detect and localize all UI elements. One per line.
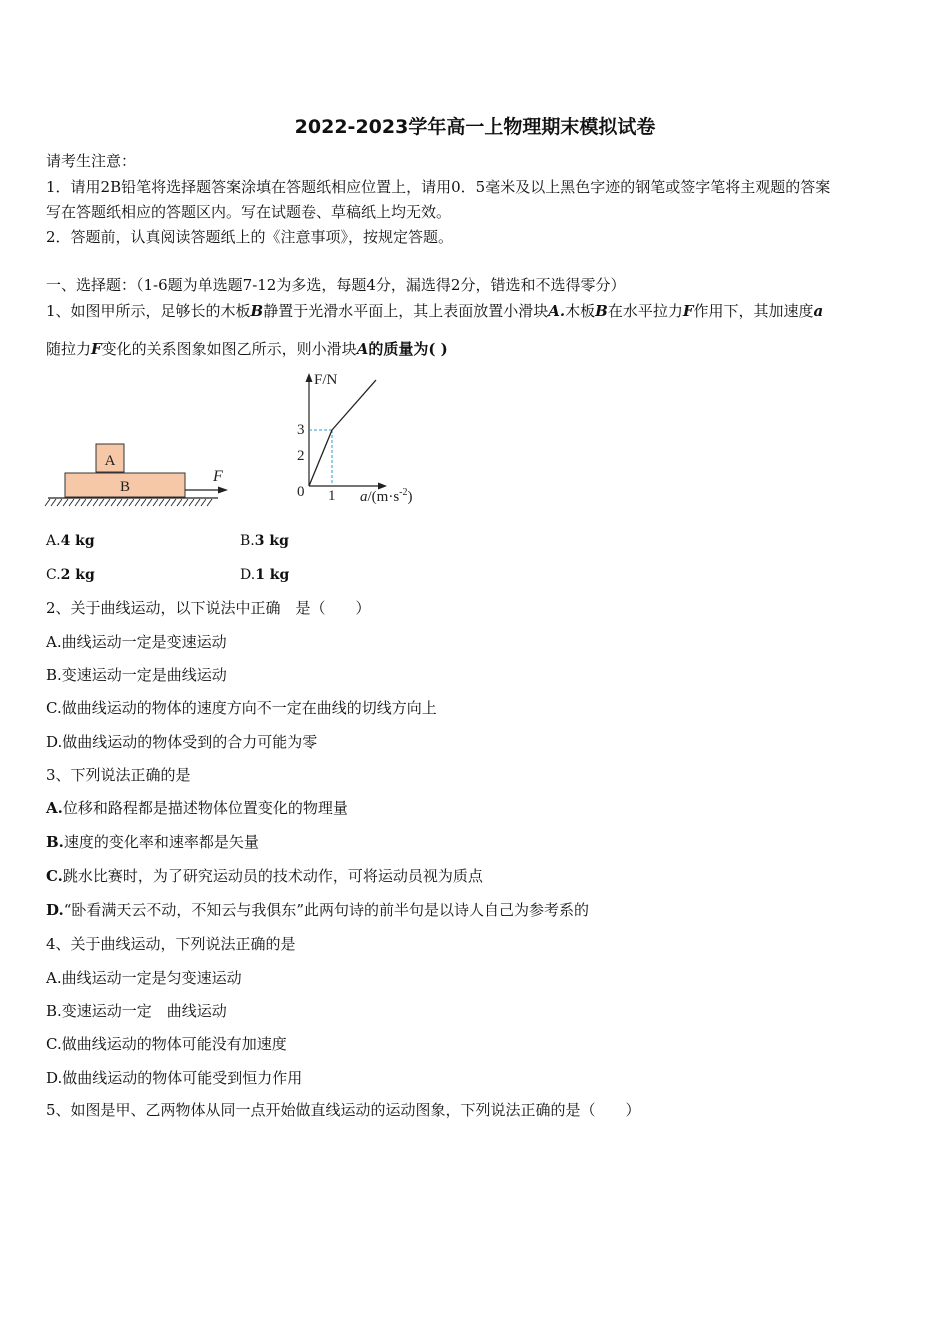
ground-hatching <box>45 499 212 506</box>
question-2-option-c[interactable]: C.做曲线运动的物体的速度方向不一定在曲线的切线方向上 <box>46 699 437 717</box>
question-2-option-b[interactable]: B.变速运动一定是曲线运动 <box>46 666 227 684</box>
question-1-stem-line-1: 1、如图甲所示，足够长的木板B静置于光滑水平面上，其上表面放置小滑块A.木板B在水平拉力F作用下，其加速度a <box>46 302 824 320</box>
notice-line-2: 写在答题纸相应的答题区内。写在试题卷、草稿纸上均无效。 <box>46 203 452 221</box>
question-4-option-c[interactable]: C.做曲线运动的物体可能没有加速度 <box>46 1035 287 1053</box>
question-2-option-d[interactable]: D.做曲线运动的物体受到的合力可能为零 <box>46 733 318 751</box>
notice-line-3: 2．答题前，认真阅读答题纸上的《注意事项》，按规定答题。 <box>46 228 454 246</box>
question-3-option-a[interactable]: A.位移和路程都是描述物体位置变化的物理量 <box>46 799 348 817</box>
figure-board-block <box>44 438 244 512</box>
figure-f-a-graph <box>288 368 438 513</box>
question-4-option-d[interactable]: D.做曲线运动的物体可能受到恒力作用 <box>46 1069 303 1087</box>
question-1-stem-line-2: 随拉力F变化的关系图象如图乙所示，则小滑块A的质量为( ) <box>46 340 448 358</box>
tick-y-2: 2 <box>297 448 305 464</box>
y-axis-arrowhead <box>306 373 313 382</box>
question-2-option-a[interactable]: A.曲线运动一定是变速运动 <box>46 633 227 651</box>
question-3-option-c[interactable]: C.跳水比赛时，为了研究运动员的技术动作，可将运动员视为质点 <box>46 867 483 885</box>
notice-line-1: 1．请用2B铅笔将选择题答案涂填在答题纸相应位置上，请用0．5毫米及以上黑色字迹的钢笔或签字笔将主观题的答案 <box>46 178 831 196</box>
x-axis-label: $a/(m\cdot s^{-2})$ <box>360 487 413 505</box>
board-b-label: B <box>119 479 131 495</box>
block-a-label: A <box>104 453 116 469</box>
page-title: 2022-2023学年高一上物理期末模拟试卷 <box>294 116 656 138</box>
question-3-option-b[interactable]: B.速度的变化率和速率都是矢量 <box>46 833 259 851</box>
question-4-option-a[interactable]: A.曲线运动一定是匀变速运动 <box>46 969 242 987</box>
question-1-option-d[interactable]: D.1 kg <box>240 567 290 583</box>
question-4-stem: 4、关于曲线运动，下列说法正确的是 <box>46 935 296 953</box>
force-arrowhead <box>218 487 228 494</box>
question-4-option-b[interactable]: B.变速运动一定 曲线运动 <box>46 1002 227 1020</box>
force-label: F <box>213 468 223 485</box>
section-heading: 一、选择题：（1-6题为单选题7-12为多选，每题4分，漏选得2分，错选和不选得零分） <box>46 276 626 294</box>
graph-segment-1 <box>309 430 332 486</box>
origin-label: 0 <box>297 484 305 500</box>
question-3-option-d[interactable]: D.“卧看满天云不动，不知云与我俱东”此两句诗的前半句是以诗人自己为参考系的 <box>46 901 590 919</box>
y-axis-label: F/N <box>314 372 338 388</box>
question-2-stem: 2、关于曲线运动，以下说法中正确 是（ ） <box>46 599 371 617</box>
question-5-stem: 5、如图是甲、乙两物体从同一点开始做直线运动的运动图象，下列说法正确的是（ ） <box>46 1101 641 1119</box>
graph-segment-2 <box>332 380 376 430</box>
tick-y-3: 3 <box>297 422 305 438</box>
notice-heading: 请考生注意： <box>46 152 137 170</box>
tick-x-1: 1 <box>328 488 336 504</box>
question-1-option-c[interactable]: C.2 kg <box>46 567 95 583</box>
question-1-option-a[interactable]: A.4 kg <box>46 533 95 549</box>
question-3-stem: 3、下列说法正确的是 <box>46 766 191 784</box>
question-1-option-b[interactable]: B.3 kg <box>240 533 289 549</box>
